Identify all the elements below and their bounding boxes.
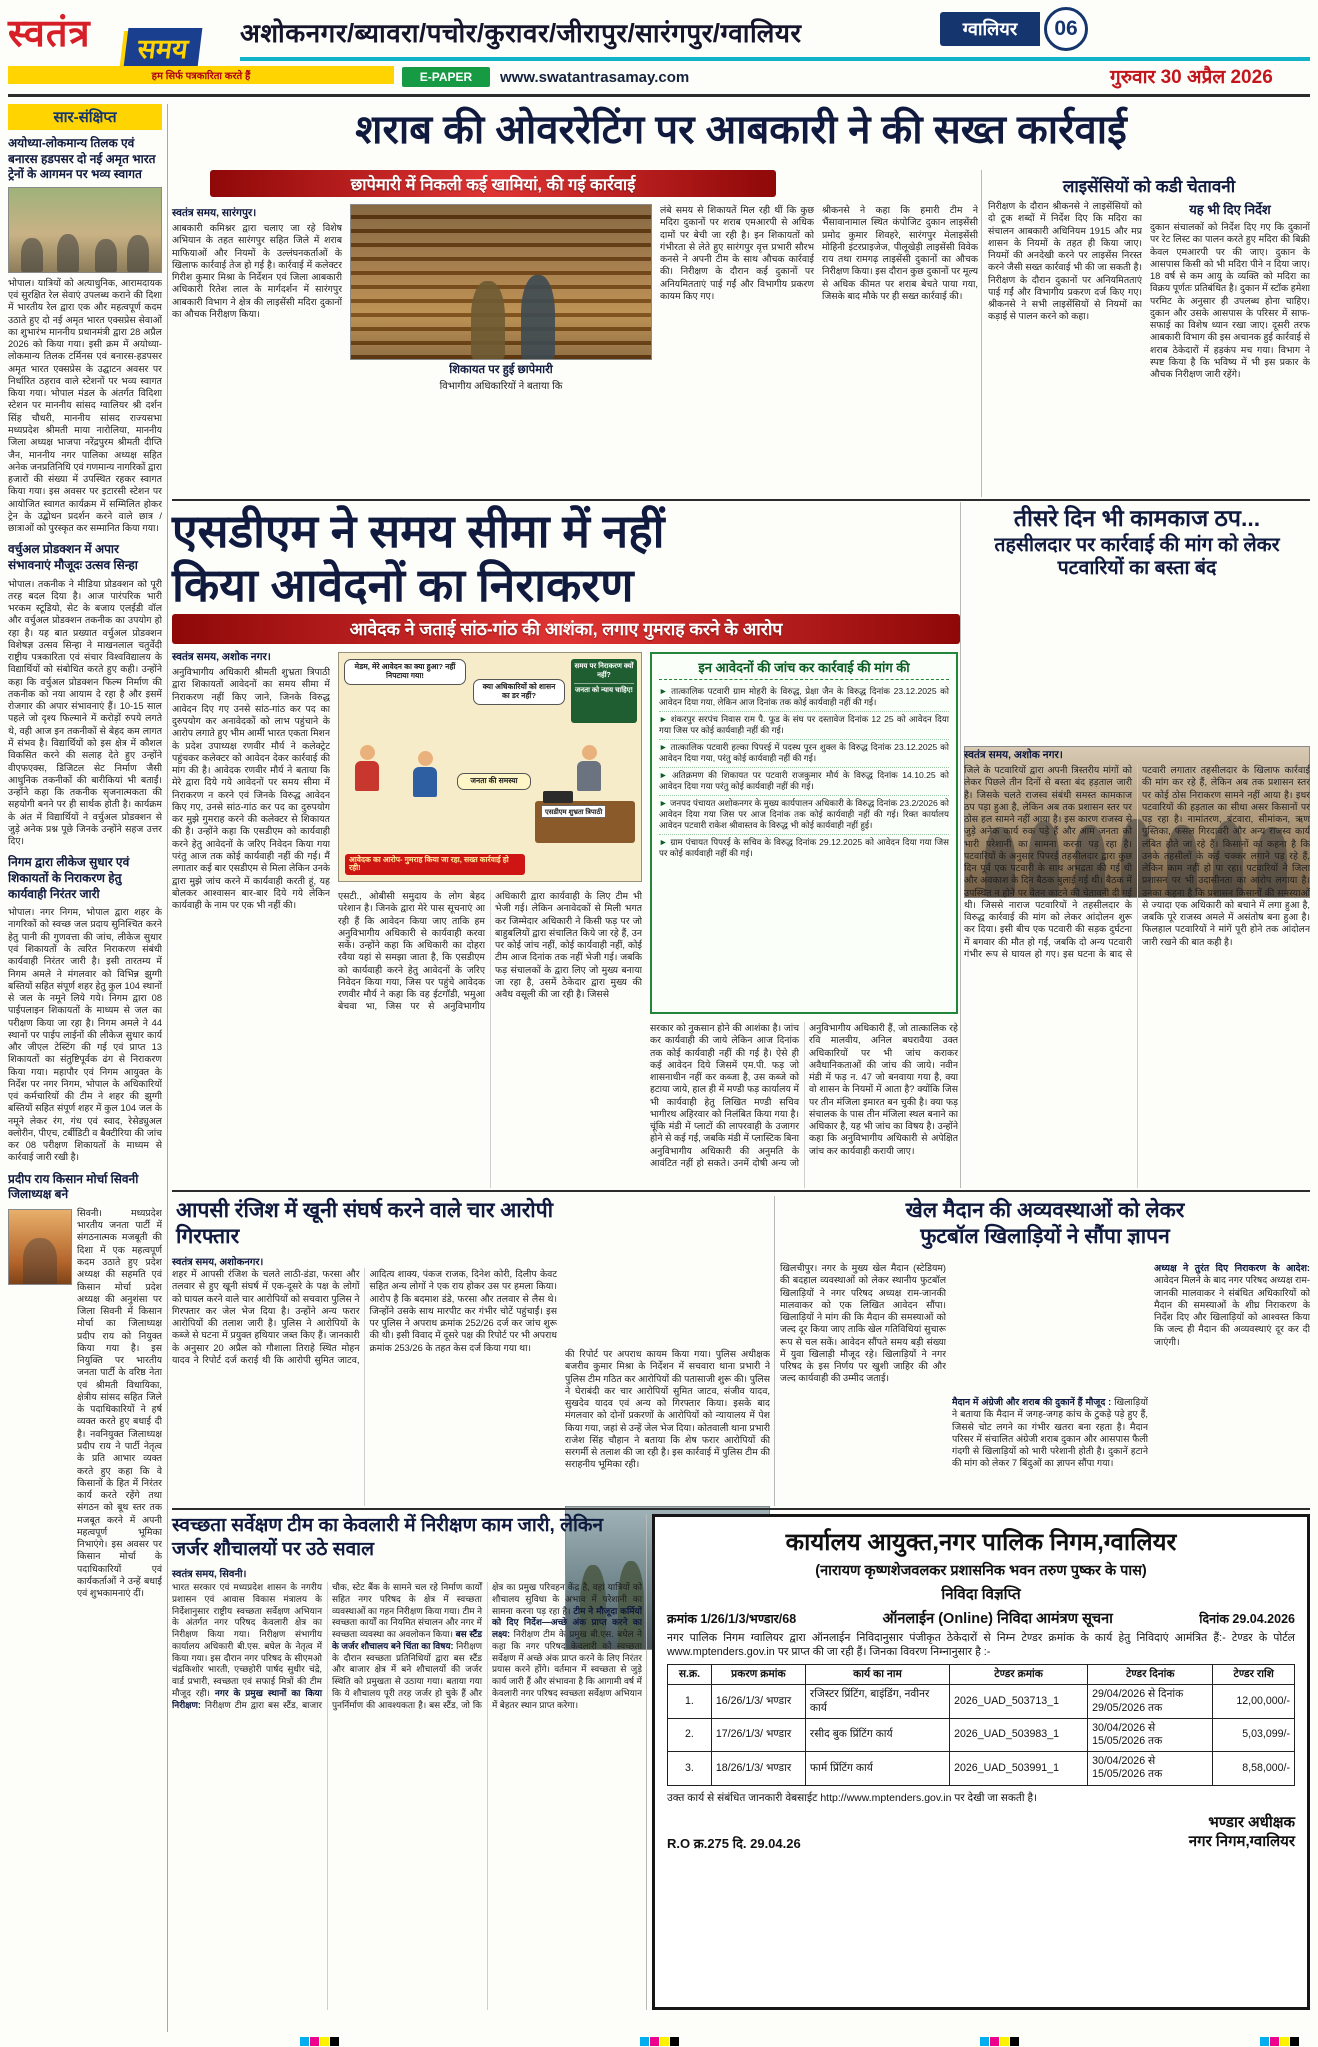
tender-notice-box xyxy=(652,1514,1310,2010)
sdm-col3-text: सरकार को नुकसान होने की आशंका है। जांच कर कार्यवाही की जाये लेकिन आज दिनांक तक कोई कार्यवाही नहीं की गई है। ऐसे ही कई आवेदन दिये जिसमें एम.पी. फड़ जो शासनाधीन नहीं कर कब्जा है, उस कब्जे को हटाया जाये, हाल ही में मण्डी फड़ कार्यालय में भी कार्यवाही हेतु लिखित मण्डी सचिव भागीरथ अहिरवार को निलंबित किया गया है। चूंकि मंडी में प्लाटों की लापरवाही के उजागर होने से कई गई, जबकि मंडी में प्लास्टिक बिना अनुविभागीय अधिकारी की अनुमति के आवंटित नहीं हो सकते। उनमें दोषी अन्य जो अनुविभागीय अधिकारी हैं, जो तात्कालिक रहे रवि मालवीय, अनिल बघरावैया उक्त अधिकारियों पर भी जांच कराकर अवैधानिकताओं की जांच की जाये। नवीन मंडी में फड़ xyxy=(650,1023,958,1168)
tender-sign-line1: भण्डार अधीक्षक xyxy=(1208,1813,1295,1831)
section-divider xyxy=(172,1508,1310,1510)
cartoon-board-line: समय पर निराकरण क्यों नहीं? xyxy=(574,663,634,679)
tender-cell: 30/04/2026 से 15/05/2026 तक xyxy=(1088,1718,1213,1751)
tender-table-row xyxy=(668,1718,1295,1751)
column-rule xyxy=(774,1196,775,1506)
tender-cell: 30/04/2026 से 15/05/2026 तक xyxy=(1088,1752,1213,1785)
swachhta-subhead2: बस स्टैंड के जर्जर शौचालय बने चिंता का विषय: xyxy=(332,1629,482,1651)
masthead-rule xyxy=(8,94,1310,97)
arrest-col3: की रिपोर्ट पर अपराध कायम किया गया। पुलिस अधीक्षक बजरीव कुमार मिश्रा के निर्देशन में सचवारा थाना प्रभारी ने पुलिस टीम गठित कर आरोपियों की पतासाजी शुरू की। पुलिस ने घेराबंदी कर चार आरोपियों सुमित जाटव, संजीव यादव, सुखदेव यादव एवं अन्य को गिरफ्तार किया। इसके बाद मंगलवार को दोनों प्रकरणों के आरोपियों को न्यायालय में पेश किया गया, जहां से उन्हें जेल भेज दिया। कोतवाली थाना प्रभारी राजेश सिंह चौहान ने बताया कि शेष फरार आरोपियों की सरगर्मी से तलाश की जा रही है। इस कार्रवाई में पुलिस टीम की सराहनीय भूमिका रही। xyxy=(565,1349,770,1470)
edition-date: गुरुवार 30 अप्रैल 2026 xyxy=(1110,67,1273,88)
cmyk-registration-marks xyxy=(300,2033,340,2047)
cartoon-nameplate: एसडीएम शुभ्रता त्रिपाठी xyxy=(541,805,606,818)
tender-signature xyxy=(1189,1813,1295,1852)
demand-item: ► ग्राम पंचायत पिपरई के सचिव के विरुद्ध दिनांक 29.12.2025 को आवेदन दिया गया जिस पर कोई कार्यवाही नहीं की गई। xyxy=(659,837,949,859)
sidebar-briefs-column xyxy=(8,104,168,2032)
cartoon-officer-figure xyxy=(577,745,601,791)
demand-item-text: तात्कालिक पटवारी हल्का पिपरई में पदस्थ पूरन शुक्ल के विरुद्ध दिनांक 23.12.2025 को आवेदन दिया गया, परंतु कोई कार्यवाही नहीं की गई। xyxy=(659,742,950,764)
tender-office-subtitle: (नारायण कृष्णशेजवलकर प्रशासनिक भवन तरुण पुष्कर के पास) xyxy=(815,1563,1147,1579)
tender-cell: 18/26/1/3/ भण्डार xyxy=(711,1752,805,1785)
tender-cell: 1. xyxy=(668,1685,712,1718)
liquor-article-col2: लंबे समय से शिकायतें मिल रही थीं कि कुछ मदिरा दुकानों पर शराब एमआरपी से अधिक दामों पर बेची जा रही है। इन शिकायतों को गंभीरता से लेते हुए सारंगपुर वृत्त प्रभारी सौरभ कनसे ने अपनी टीम के साथ औचक कार्रवाई की। निरीक्षण के दौरान कई दुकानों पर अनियमितताएं पाई गईं और विभागीय प्रकरण कायम किए गए। xyxy=(660,205,814,301)
sdm-cartoon-illustration xyxy=(338,652,642,882)
sports-subbody3: आवेदन मिलने के बाद नगर परिषद अध्यक्ष राम-जानकी मालवाकर ने संबंधित अधिकारियों को मैदान की समस्याओं के शीघ्र निराकरण के निर्देश दिए और खिलाड़ियों को आश्वस्त किया कि जल्द ही मैदान की अव्यवस्थाएं दूर कर दी जाएंगी। xyxy=(1154,1275,1310,1347)
liquor-photo-subcaption: विभागीय अधिकारियों ने बताया कि xyxy=(439,381,563,392)
swachhta-byline: स्वतंत्र समय, सिवनी। xyxy=(172,1569,247,1580)
tender-cell: 3. xyxy=(668,1752,712,1785)
sdm-byline: स्वतंत्र समय, अशोक नगर। xyxy=(172,651,271,663)
liquor-photo-caption: शिकायत पर हुई छापेमारी xyxy=(449,364,553,376)
tender-header-cell: टेण्डर राशि xyxy=(1213,1665,1295,1685)
tender-heading: निविदा विज्ञप्ति xyxy=(941,1586,1021,1603)
sdm-col3-col4 xyxy=(650,1022,958,1188)
cmyk-registration-marks xyxy=(980,2033,1020,2047)
tender-intro: नगर पालिक निगम ग्वालियर द्वारा ऑनलाईन निविदानुसार पंजीकृत ठेकेदारों से निम्न टेण्डर क्रमांक के कार्य हेतु निविदाएं आमंत्रित हैं:- टेण्डर के पोर्टल www.mptenders.gov.in पर प्राप्त की जा रही हैं। जिनका विवरण निम्नानुसार है :- xyxy=(667,1632,1295,1659)
tender-cell: 16/26/1/3/ भण्डार xyxy=(711,1685,805,1718)
sidebar-story-kisan-morcha xyxy=(8,1172,162,1600)
sports-subhead2: मैदान में अंग्रेजी और शराब की दुकानें हैं मौजूद : xyxy=(952,1397,1112,1407)
swachhta-subbody1: निरीक्षण टीम द्वारा बस स्टैंड, बाजार चौक, स्टेट बैंक के सामने चल रहे निर्माण कार्यों सहित नगर परिषद के क्षेत्र में स्वच्छता व्यवस्थाओं का गहन निरीक्षण किया गया। टीम ने स्वच्छता कार्यों का नियमित संचालन और नगर में स्वच्छता व्यवस्था का अवलोकन किया। xyxy=(204,1582,482,1710)
swachhta-col1-text: भारत सरकार एवं मध्यप्रदेश शासन के नगरीय प्रशासन एवं आवास विकास मंत्रालय के निर्देशानुसार राष्ट्रीय स्वच्छता सर्वेक्षण अभियान के अंतर्गत नगर परिषद केवलारी क्षेत्र का निरीक्षण किया गया। निरीक्षण संभागीय कार्यालय अधिकारी बी.एस. बघेल के नेतृत्व में किया गया। इस दौरान नगर परिषद के सीएमओ चंद्रकिशोर भारती, एच्छहोरी पार्षद सुधीर चंद्रे, वार्ड प्रभारी, स्वच्छता एवं सफाई मित्रों की टीम मौजूद रही। xyxy=(172,1582,322,1698)
sdm-col2-text: एसटी., ओबीसी समुदाय के लोग बेहद परेशान है। जिनके द्वारा मेरे पास सूचनाएं आ रही हैं कि आवेदन किया जाए ताकि हम अनुविभागीय अधिकारी से कार्यवाही करवा सकें। उन्होंने कहा कि अधिकारी का दोहरा रवैया यहां से समझा जाता है, कि एसडीएम को कार्यवाही करने हेतु आवेदनों के जरिए निवेदन किया गया, जिस पर पहुंचे आवेदक रणवीर मौर्य ने कहा कि वह ईटगॉडी, भमुआ बेचवा भा, जिस पर से अनुविभागीय अधिकारी द्वारा कार्यवाही के लिए टीम भी भेजी गई। लेकिन अनावेदकों से मिली भगत कर जिम्मेदार अधिकारी ने किसी फड़ पर जो बाहुबलियों द्वारा संचालित किये जा रहे हैं, उन पर कोई जांच नहीं, कोई कार्यवाही नहीं, कोई टीम आज दिनांक तक नहीं भेजी गई। जबकि फड़ संचालकों के द्वारा लिए जो मुख्य बनाया जा रहा है, उसमें ठेकेदार द्वारा मुख्य की अवैध वसूली की जा रही है। जिससे xyxy=(338,891,642,1012)
train-welcome-photo xyxy=(8,187,162,273)
edition-ribbon: ग्वालियर xyxy=(940,12,1040,46)
tender-cell: फार्म प्रिंटिंग कार्य xyxy=(805,1752,949,1785)
cmyk-registration-marks xyxy=(1260,2033,1300,2047)
patwari-headline-line2: तहसीलदार पर कार्रवाई की मांग को लेकर पटवारियों का बस्ता बंद xyxy=(994,534,1280,580)
liquor-article-col3: श्रीकनसे ने कहा कि हमारी टीम ने भैंसावानामाल स्थित कंपोजिट दुकान लाइसेंसी प्रमोद कुमार शिवहरे, सारंगपुर मेलाइसेंसी मोहिनी इंटरप्राइजेज, पीलूखेड़ी लाइसेंसी विवेक राय तथा रामगढ़ लाइसेंसी दुकानों का औचक निरीक्षण किया। इस दौरान कुछ दुकानों पर मूल्य से अधिक कीमत पर शराब बेचते पाया गया, जिसके बाद मौके पर ही सख्त कार्रवाई की। xyxy=(822,205,978,301)
arrest-col2-text: जिन्होंने उसके साथ मारपीट कर गंभीर चोटें पहुंचाईं। इस पर पुलिस ने अपराध क्रमांक 252/26 दर्ज कर जांच शुरू की थी। इसी विवाद में दूसरे पक्ष की रिपोर्ट पर भी अपराध क्रमांक 253/26 के तहत केस दर्ज किया गया था। xyxy=(369,1305,557,1353)
patwari-col1-text: जिले के पटवारियों द्वारा अपनी त्रिस्तरीय मांगों को लेकर पिछले तीन दिनों से बस्ता बंद हड़ताल जारी है। जिसके चलते राजस्व संबंधी समस्त कामकाज ठप पड़ा हुआ है, लेकिन अब तक प्रशासन स्तर पर ठोस हल सामने नहीं आया है। इस कारण राजस्व से जुड़े अनेक कार्य रुक पड़े हैं और आम जनता को भारी परेशानी का सामना करना पड़ रहा है। पटवारियों के अनुसार पिपरई तहसीलदार द्वारा कुछ दिन पूर्व एक पटवारी के साथ अभद्रता की गई थी और अवकाश के दिन बैठक बुलाई गई थी। बैठक में उपस्थित न होने पर वेतन काटने की चेतावनी दी गई थी। जिससे नाराज पटवारियों ने तहसीलदार के विरुद्ध कार्रवाई की मांग को लेकर आंदोलन शुरू कर दिया। इसी बीच एक पटवारी की सड़क दुर्घटना में xyxy=(964,765,1132,947)
cartoon-ribbon: आवेदक का आरोप- गुमराह किया जा रहा, सख्त कार्रवाई हो रही! xyxy=(345,854,525,875)
demand-item: ► जनपद पंचायत अशोकनगर के मुख्य कार्यपालन अधिकारी के विरुद्ध दिनांक 23.2/2026 को आवेदन दिया गया जिस पर आज दिनांक तक कोई कार्यवाही नहीं की गई। रिक्त कार्यालय आवेदन पटवारी राकेश श्रीवास्तव के विरुद्ध भी कोई कार्यवाही नहीं हुई। xyxy=(659,796,949,835)
sidebar-story-nigam-leakage xyxy=(8,855,162,1163)
cartoon-speech-bubble: क्या अधिकारियों को शासन का डर नहीं? xyxy=(473,679,565,705)
tender-online-heading: ऑनलाईन (Online) निविदा आमंत्रण सूचना xyxy=(882,1611,1113,1627)
sports-headline-line2: फुटबॉल खिलाड़ियों ने सौंपा ज्ञापन xyxy=(920,1225,1170,1248)
tender-date: दिनांक 29.04.2026 xyxy=(1199,1611,1295,1626)
sports-col3 xyxy=(1154,1262,1310,1506)
tender-header-cell: कार्य का नाम xyxy=(805,1665,949,1685)
masthead-cyan-rule xyxy=(240,57,1310,61)
arrest-byline: स्वतंत्र समय, अशोकनगर। xyxy=(172,1257,264,1268)
tender-ro-line: R.O क्र.275 दि. 29.04.26 xyxy=(667,1835,801,1851)
sports-col1: खिलचीपुर। नगर के मुख्य खेल मैदान (स्टेडियम) की बदहाल व्यवस्थाओं को लेकर स्थानीय फुटबॉल खिलाड़ियों ने नगर परिषद अध्यक्ष राम-जानकी मालवाकर को एक लिखित आवेदन सौंपा। खिलाड़ियों ने मांग की कि मैदान की समस्याओं को जल्द दूर किया जाए ताकि खेल गतिविधियां सुचारू रूप से चल सकें। आवेदन सौंपते समय बड़ी संख्या में युवा खिलाड़ी मौजूद रहे। खिलाड़ियों ने नगर परिषद के इस निर्णय पर खुशी जाहिर की और जल्द कार्यवाही की उम्मीद जताई। xyxy=(780,1263,946,1384)
sidebar-story-headline: वर्चुअल प्रोडक्शन में अपार संभावनाएं मौजूदः उत्सव सिन्हा xyxy=(8,542,138,572)
sdm-demand-box xyxy=(650,652,958,1014)
sdm-subhead: आवेदक ने जताई सांठ-गांठ की आशंका, लगाए गुमराह करने के आरोप xyxy=(172,614,960,644)
website-link[interactable]: www.swatantrasamay.com xyxy=(500,69,690,86)
swachhta-subhead1: नगर के प्रमुख स्थानों का किया निरीक्षण: xyxy=(172,1687,322,1710)
column-rule xyxy=(646,1514,647,2010)
patwari-col2-text: बगवार की मौत हो गई, जबकि दो अन्य पटवारी गंभीर रूप से घायल हो गए। इस घटना के बाद से पटवारी लगातार तहसीलदार के खिलाफ कार्रवाई की मांग कर रहे हैं, लेकिन अब तक प्रशासन स्तर पर कोई ठोस निराकरण सामने नहीं आया है। इधर पटवारियों की हड़ताल का सीधा असर किसानों पर पड़ रहा है। नामांतरण, बंटवारा, सीमांकन, ऋण पुस्तिका, फसल गिरदावरी और अन्य राजस्व कार्य लंबित होते जा रहे हैं। किसानों का कहना है कि उनके तहसीलों के कई चक्कर लगाने पड़ रहे हैं, लेकिन काम नहीं हो पा रहा। पटवारियों ने जिला प्रशासन पर भी उदासीनता का आरोप लगाया है। उनका कहना है कि प्रशासन किसानों की समस्याओं से ज्यादा एक अधिकारी को बचाने में लगा हुआ है, जबकि पूरे राजस्व अमले में असंतोष बना हुआ है। फिलहाल पटवारियों ने मांगें पूरी होने तक आंदोलन जारी रखने की बात कही है। xyxy=(964,765,1310,959)
masthead-locations: अशोकनगर/ब्यावरा/पचोर/कुरावर/जीरापुर/सारंगपुर/ग्वालियर xyxy=(240,18,802,48)
tender-table-header-row xyxy=(668,1665,1295,1685)
tender-footer-note: उक्त कार्य से संबंधित जानकारी वेबसाईट http://www.mptenders.gov.in पर देखी जा सकती है। xyxy=(667,1791,1038,1804)
sdm-col4-text: न. 47 जो बनवाया गया है, क्या वो शासन के नियमों में आता है? क्योंकि जिस पर तीन मंजिला इमारत बन चुकी है। क्या फड़ संचालक के पास तीन मंजिला स्थल बनाने का अधिकार है, यह भी जांच का विषय है। उन्होंने कहा कि अनुविभागीय अधिकारी से अपेक्षित जांच कर कार्यवाही करायी जाए। xyxy=(809,1072,958,1156)
tender-table-row xyxy=(668,1685,1295,1718)
liquor-article-subhead: छापेमारी में निकली कई खामियां, की गई कार्रवाई xyxy=(210,170,776,197)
sidebar-story-headline: प्रदीप राय किसान मोर्चा सिवनी जिलाध्यक्ष बने xyxy=(8,1171,139,1202)
cartoon-citizen-figure xyxy=(413,751,437,797)
liquor-article-headline: शराब की ओवररेटिंग पर आबकारी ने की सख्त कार्रवाई xyxy=(355,108,1127,152)
tender-table-row xyxy=(668,1752,1295,1785)
patwari-headline-line1: तीसरे दिन भी कामकाज ठप... xyxy=(1013,505,1261,531)
demand-item: ► अतिक्रमण की शिकायत पर पटवारी राजकुमार मौर्य के विरुद्ध दिनांक 14.10.25 को आवेदन दिया गया परंतु कोई कार्यवाही नहीं की गई। xyxy=(659,768,949,796)
epaper-badge[interactable]: E-PAPER xyxy=(402,67,490,87)
tender-header-cell: टेण्डर क्रमांक xyxy=(950,1665,1088,1685)
logo-text-bottom: समय xyxy=(124,28,203,67)
sports-subbody2: खिलाड़ियों ने बताया कि मैदान में जगह-जगह कांच के टुकड़े पड़े हुए हैं, जिससे चोट लगने का गंभीर खतरा बना रहता है। मैदान परिसर में संचालित अंग्रेजी शराब दुकान और आसपास फैली गंदगी से खिलाड़ियों को भारी परेशानी होती है। दुकानें हटाने की मांग को लेकर 7 बिंदुओं का ज्ञापन सौंपा गया। xyxy=(952,1397,1148,1469)
warning-box-subhead: यह भी दिए निर्देश xyxy=(1189,202,1271,217)
pradeep-rai-portrait-photo xyxy=(8,1209,72,1285)
tender-cell: 5,03,099/- xyxy=(1213,1718,1295,1751)
tender-header-cell: टेण्डर दिनांक xyxy=(1088,1665,1213,1685)
warning-box-subbody: दुकान संचालकों को निर्देश दिए गए कि दुकानों पर रेट लिस्ट का पालन करते हुए मदिरा की बिक्री केवल एमआरपी पर की जाए। दुकान के आसपास किसी को भी मदिरा पीने न दिया जाए। 18 वर्ष से कम आयु के व्यक्ति को मदिरा का विक्रय पूर्णतः प्रतिबंधित है। दुकान में स्टॉक हमेशा परमिट के अनुसार ही उपलब्ध होना चाहिए। दुकान और उसके आसपास के परिसर में साफ-सफाई का विशेष ध्यान रखा जाए। दूसरी तरफ आबकारी विभाग की इस अचानक हुई कार्रवाई से शराब ठेकेदारों में हड़कंप मच गया। विभाग ने स्पष्ट किया है कि भविष्य में भी इस प्रकार के औचक निरीक्षण जारी रहेंगे। xyxy=(1150,222,1310,380)
newspaper-logo xyxy=(8,6,234,64)
section-divider xyxy=(172,499,1310,501)
tender-office-title: कार्यालय आयुक्त,नगर पालिक निगम,ग्वालियर xyxy=(785,1529,1177,1556)
tender-sign-line2: नगर निगम,ग्वालियर xyxy=(1188,1833,1295,1851)
demand-item-text: अतिक्रमण की शिकायत पर पटवारी राजकुमार मौर्य के विरुद्ध दिनांक 14.10.25 को आवेदन दिया गया परंतु कोई कार्यवाही नहीं की गई। xyxy=(659,770,949,792)
cmyk-registration-marks xyxy=(640,2033,680,2047)
sidebar-story-body: सिवनी। मध्यप्रदेश भारतीय जनता पार्टी में संगठनात्मक मजबूती की दिशा में एक महत्वपूर्ण कदम उठाते हुए प्रदेश अध्यक्ष की सहमति एवं किसान मोर्चा प्रदेश अध्यक्ष की अनुशंसा पर जिला सिवनी में किसान मोर्चा का जिलाध्यक्ष प्रदीप राय को नियुक्त किया गया है। इस नियुक्ति पर भारतीय जनता पार्टी के वरिष्ठ नेता एवं श्रीमती विधायिका, क्षेत्रीय सांसद सहित जिले के पदाधिकारियों ने हर्ष व्यक्त करते हुए बधाई दी है। नवनियुक्त जिलाध्यक्ष प्रदीप राय ने पार्टी नेतृत्व के प्रति आभार व्यक्त करते हुए कहा कि वे किसानों के हित में निरंतर कार्य करते रहेंगे तथा संगठन को बूथ स्तर तक मजबूत करने में अपनी महत्वपूर्ण भूमिका निभाएंगे। इस अवसर पर किसान मोर्चा के पदाधिकारियों एवं कार्यकर्ताओं ने उन्हें बधाई एवं शुभकामनाएं दीं। xyxy=(77,1207,162,1599)
sidebar-story-headline: निगम द्वारा लीकेज सुधार एवं शिकायतों के निराकरण हेतु कार्यवाही निरंतर जारी xyxy=(8,855,130,901)
tender-header-cell: प्रकरण क्रमांक xyxy=(711,1665,805,1685)
tender-cell: 29/04/2026 से दिनांक 29/05/2026 तक xyxy=(1088,1685,1213,1718)
sidebar-story-headline: अयोध्या-लोकमान्य तिलक एवं बनारस हडपसर दो नई अमृत भारत ट्रेनों के आगमन पर भव्य स्वागत xyxy=(8,136,156,182)
logo-tagline: हम सिर्फ पत्रकारिता करते हैं xyxy=(8,66,394,84)
tender-cell: 2026_UAD_503713_1 xyxy=(950,1685,1088,1718)
warning-box-headline: लाइसेंसियों को कडी चेतावनी xyxy=(1062,177,1236,196)
tender-cell: रजिस्टर प्रिंटिंग, बाइंडिंग, नवीनर कार्य xyxy=(805,1685,949,1718)
patwari-body-columns xyxy=(964,764,1310,1188)
liquor-raid-photo xyxy=(350,204,652,360)
demand-item: ► तात्कालिक पटवारी ग्राम मोहरी के विरुद्ध, प्रेक्षा जैन के विरुद्ध दिनांक 23.12.2025 को आवेदन दिया गया, लेकिन आज दिनांक तक कोई कार्यवाही नहीं की गई। xyxy=(659,684,949,712)
logo-text-top: स्वतंत्र xyxy=(8,13,91,55)
swachhta-headline: स्वच्छता सर्वेक्षण टीम का केवलारी में निरीक्षण काम जारी, लेकिन जर्जर शौचालयों पर उठे सवाल xyxy=(172,1515,604,1560)
tender-cell: 8,58,000/- xyxy=(1213,1752,1295,1785)
demand-item-text: शंकरपुर सरपंच निवास राम पै. फूड के संघ पर दस्तावेज दिनांक 12 25 को आवेदन दिया गया जिस पर कोई कार्यवाही नहीं की गई। xyxy=(659,714,949,736)
sdm-headline-line1: एसडीएम ने समय सीमा में नहीं xyxy=(172,505,665,557)
cartoon-protest-board xyxy=(571,659,637,723)
sports-underphoto-text xyxy=(952,1396,1148,1506)
demand-box-headline: इन आवेदनों की जांच कर कार्रवाई की मांग की xyxy=(659,660,949,680)
sdm-headline-line2: किया आवेदनों का निराकरण xyxy=(172,559,634,611)
section-divider xyxy=(172,1190,1310,1192)
cartoon-tag: जनता की समस्या xyxy=(457,773,531,790)
arrest-headline: आपसी रंजिश में खूनी संघर्ष करने वाले चार आरोपी गिरफ्तार xyxy=(176,1199,554,1249)
demand-item: ► तात्कालिक पटवारी हल्का पिपरई में पदस्थ पूरन शुक्ल के विरुद्ध दिनांक 23.12.2025 को आवेदन दिया गया, परंतु कोई कार्यवाही नहीं की गई। xyxy=(659,740,949,768)
tender-header-cell: स.क्र. xyxy=(668,1665,712,1685)
warning-box-body: निरीक्षण के दौरान श्रीकनसे ने लाइसेंसियों को दो टूक शब्दों में निर्देश दिए कि मदिरा का संचालन आबकारी अधिनियम 1915 और मप्र शासन के नियमों के तहत ही किया जाए। नियमों की अनदेखी करने पर लाइसेंस निरस्त करने जैसी सख्त कार्रवाई भी की जा सकती है। निरीक्षण के दौरान दुकानों पर अनियमितताएं पाई गईं और विभागीय प्रकरण दर्ज किए गए। श्रीकनसे ने सभी लाइसेंसियों से नियमों का कड़ाई से पालन करने को कहा। xyxy=(988,201,1142,322)
sports-subhead3: अध्यक्ष ने तुरंत दिए निराकरण के आदेश: xyxy=(1154,1263,1310,1273)
swachhta-subhead3: टीम ने मौजूदा कर्मियों को दिए निर्देश—अच्छे अंक प्राप्त करने का लक्ष्य: xyxy=(492,1605,642,1639)
tender-cell: 2. xyxy=(668,1718,712,1751)
tender-table xyxy=(667,1664,1295,1786)
warning-box-directions xyxy=(1150,200,1310,496)
sports-headline-line1: खेल मैदान की अव्यवस्थाओं को लेकर xyxy=(905,1199,1185,1222)
cartoon-laptop xyxy=(543,791,573,803)
sidebar-story-body: भोपाल। तकनीक ने मीडिया प्रोडक्शन को पूरी तरह बदल दिया है। आज पारंपरिक भारी भरकम स्टूडियो, सेट के बजाय एलईडी वॉल और वर्चुअल प्रोडक्शन तकनीक का उपयोग हो रहा है। यह बात प्रख्यात वर्चुअल प्रोडक्शन विशेषज्ञ उत्सव सिन्हा ने माखनलाल चतुर्वेदी राष्ट्रीय पत्रकारिता एवं संचार विश्वविद्यालय के विद्यार्थियों को संबोधित करते हुए कही। उन्होंने कहा कि वर्चुअल प्रोडक्शन फिल्म निर्माण की तकनीक को नया आयाम दे रहा है और इसमें रोजगार की अपार संभावनाएं हैं। 10-15 साल पहले जो दृश्य फिल्माने में करोड़ों रुपये लगते थे, वही आज इन तकनीकों से बेहद कम लागत में संभव है। विद्यार्थियों को इस क्षेत्र में कौशल विकसित करने की सलाह देते हुए उन्होंने वीएफएक्स, डिजिटल सेट निर्माण जैसी आधुनिक तकनीकों की बारीकियां भी बताईं। उन्होंने कहा कि तकनीक सृजनात्मकता की सहयोगी बनने पर ही सार्थक होती है। कार्यक्रम के अंत में विद्यार्थियों ने वर्चुअल प्रोडक्शन से जुड़े अनेक प्रश्न पूछे जिनके उन्होंने सहज उत्तर दिए। xyxy=(8,578,162,847)
sidebar-section-header: सार-संक्षिप्त xyxy=(8,104,162,130)
sidebar-story-virtual-production xyxy=(8,542,162,847)
tender-cell: 2026_UAD_503983_1 xyxy=(950,1718,1088,1751)
sdm-col1: अनुविभागीय अधिकारी श्रीमती शुभ्रता त्रिपाठी द्वारा शिकायतों आवेदनों का समय सीमा में निराकरण नहीं किए जाने, जिनके विरुद्ध आवेदन दिए गए उनसे सांठ-गांठ कर पद का दुरुपयोग कर अनावेदकों को लाभ पहुंचाने के आरोप लगाते हुए भीम आर्मी भारत एकता मिशन के प्रदेश उपाध्यक्ष रणवीर मौर्य ने कलेक्ट्रेट पहुंचकर कलेक्टर को आवेदन देकर कार्रवाई की मांग की है। आवेदक रणवीर मौर्य ने बताया कि मेरे द्वारा दिये गये आवेदनों पर समय सीमा में निराकरण न करने एवं जिनके विरुद्ध आवेदन किए गए, उनसे सांठ-गांठ कर पद का दुरुपयोग कर मुझे गुमराह करने की कलेक्टर से शिकायत की है। उन्होंने कहा कि एसडीएम को कार्यवाही करने हेतु आवेदनों के जरिए निवेदन किया गया परंतु आज तक कोई कार्यवाही नहीं की गई। मैं लगातार कई बार एसडीएम से मिला लेकिन उनके द्वारा मुझे जांच करने में कार्यवाही करती हूं, यह बोलकर आश्वासन बार-बार दिये गये लेकिन कार्यवाही के नाम पर एक भी नहीं की। xyxy=(172,667,330,911)
sidebar-story-train xyxy=(8,136,162,534)
swachhta-subbody3: निरीक्षण टीम के प्रमुख बी.एस. बघेल ने कहा कि नगर परिषद केवलारी को स्वच्छता सर्वेक्षण में अच्छे अंक प्राप्त करने के लिए निरंतर प्रयास करने होंगे। वर्तमान में स्वच्छता से जुड़े कार्य जारी हैं और संभावना है कि आगामी वर्ष में केवलारी नगर परिषद स्वच्छता सर्वेक्षण अभियान में बेहतर स्थान प्राप्त करेगा। xyxy=(492,1629,642,1710)
demand-item-text: तात्कालिक पटवारी ग्राम मोहरी के विरुद्ध, प्रेक्षा जैन के विरुद्ध दिनांक 23.12.2025 को आवेदन दिया गया, लेकिन आज दिनांक तक कोई कार्यवाही नहीं की गई। xyxy=(659,686,949,708)
cartoon-board-line: जनता को न्याय चाहिए! xyxy=(574,683,634,695)
tender-cell: 12,00,000/- xyxy=(1213,1685,1295,1718)
sidebar-story-body: भोपाल। यात्रियों को अत्याधुनिक, आरामदायक एवं सुरक्षित रेल सेवाएं उपलब्ध कराने की दिशा में भारतीय रेल द्वारा एक और महत्वपूर्ण कदम उठाते हुए दो नई अमृत भारत एक्सप्रेस सेवाओं का शुभारंभ माननीय प्रधानमंत्री द्वारा 28 अप्रैल 2026 को किया गया। इसी क्रम में अयोध्या-लोकमान्य तिलक टर्मिनस एवं बनारस-हडपसर अमृत भारत एक्सप्रेस के उद्घाटन अवसर पर निर्धारित ठहराव वाले स्टेशनों पर भव्य स्वागत किया गया। भोपाल मंडल के अंतर्गत विदिशा स्टेशन पर माननीय सांसद ग्वालियर श्री दर्शन सिंह चौधरी, माननीय सांसद राज्यसभा मध्यप्रदेश श्रीमती माया नारोलिया, माननीय जिला अध्यक्ष भाजपा नरेंद्रपुरम श्रीमती दीप्ति जैन, माननीय नगर पालिका अध्यक्ष सहित अनेक जनप्रतिनिधि एवं गणमान्य नागरिकों द्वारा हजारों की संख्या में उपस्थित रहकर स्वागत किया गया। इस अवसर पर इटारसी स्टेशन पर आयोजित स्वागत कार्यक्रम में सम्मिलित होकर ट्रेन के उद्बोधन प्रदर्शन करने वाले छात्र / छात्राओं को पुरस्कृत कर सम्मानित किया गया। xyxy=(8,277,162,534)
sdm-col2 xyxy=(338,890,642,1188)
cartoon-speech-bubble: मेडम, मेरे आवेदन का क्या हुआ? नहीं निपटाया गया! xyxy=(344,659,466,685)
tender-ref-no: क्रमांक 1/26/1/3/भण्डार/68 xyxy=(667,1611,797,1626)
cartoon-complainant-figure xyxy=(355,745,379,791)
tender-cell: 17/26/1/3/ भण्डार xyxy=(711,1718,805,1751)
patwari-byline: स्वतंत्र समय, अशोक नगर। xyxy=(964,749,1063,761)
swachhta-body-columns xyxy=(172,1582,642,2010)
sidebar-story-body: भोपाल। नगर निगम, भोपाल द्वारा शहर के नागरिकों को स्वच्छ जल प्रदाय सुनिश्चित करने हेतु पानी की गुणवत्ता की जांच, लीकेज सुधार एवं शिकायतों के त्वरित निराकरण संबंधी कार्यवाही निरंतर जारी है। इसी तारतम्य में निगम अमले ने मंगलवार को विभिन्न झुग्गी बस्तियों सहित संपूर्ण शहर हेतु कुल 104 स्थानों से जल के नमूने लिये गये। निगम द्वारा 08 पाईपलाइन शिकायतों के माध्यम से जल का परीक्षण किया जा रहा है। निगम अमले ने 44 स्थानों पर पाईप लाईनों की लीकेज सुधार कार्य और जीएल टेस्टिंग की गई एवं प्राप्त 13 शिकायतों का संतुष्टिपूर्वक ढंग से निराकरण किया गया। महापौर एवं निगम आयुक्त के निर्देश पर नगर निगम, भोपाल के अधिकारियों एवं कर्मचारियों की टीम ने शहर की झुग्गी बस्तियों सहित संपूर्ण शहर में कुल 104 जल के नमूने लेकर रंग, गंध एवं स्वाद, रेसेड्युअल क्लोरीन, पीएच, टर्बीडिटी व बैक्टीरिया की जांच कर 08 परीक्षण शिकायतों के माध्यम से कार्रवाई जारी रखी है। xyxy=(8,907,162,1163)
liquor-article-col1: आबकारी कमिश्नर द्वारा चलाए जा रहे विशेष अभियान के तहत सारंगपुर सहित जिले में शराब माफियाओं और नियमों के उल्लंघनकर्ताओं के खिलाफ कार्रवाई तेज हो गई है। कार्रवाई में कलेक्टर गिरीश कुमार मिश्रा के निर्देशन एवं जिला आबकारी अधिकारी रितेश लाल के मार्गदर्शन में सारंगपुर आबकारी विभाग ने क्षेत्र की लाइसेंसी मदिरा दुकानों का औचक निरीक्षण किया। xyxy=(172,223,342,319)
arrest-col1-text: शहर में आपसी रंजिश के चलते लाठी-डंडा, फरसा और तलवार से हुए खूनी संघर्ष में एक-दूसरे के पक्ष के लोगों को घायल करने वाले चार आरोपियों को सचवारा पुलिस ने गिरफ्तार कर जेल भेज दिया है। उन्होंने अन्य फरार आरोपियों की तलाश जारी है। पुलिस ने आरोपियों के कब्जे से घटना में प्रयुक्त हथियार जब्त किए हैं। जानकारी के अनुसार 20 अप्रैल को गौशाला तिराहे स्थित मोहन यादव ने रिपोर्ट दर्ज कराई थी कि आरोपी सुमित जाटव, आदित्य शाक्य, पंकज राजक, दिनेश कोरी, दिलीप केवट सहित अन्य लोगों ने एक राय होकर उस पर हमला किया। आरोप है कि बदमाश डंडे, फरसा और तलवार से लैस थे। xyxy=(172,1269,557,1365)
tender-cell: 2026_UAD_503991_1 xyxy=(950,1752,1088,1785)
demand-item-text: ग्राम पंचायत पिपरई के सचिव के विरुद्ध दिनांक 29.12.2025 को आवेदन दिया गया जिस पर कोई कार्यवाही नहीं की गई। xyxy=(659,837,949,859)
page-number-badge: 06 xyxy=(1044,7,1088,51)
column-rule xyxy=(960,502,961,1188)
column-rule xyxy=(981,170,982,497)
arrest-body-columns xyxy=(172,1268,557,1506)
swachhta-subbody2: निरीक्षण के दौरान स्वच्छता प्रतिनिधियों द्वारा बस स्टैंड और बाजार क्षेत्र में बने शौचालयों की जर्जर स्थिति को प्रमुखता से उठाया गया। बताया गया कि ये शौचालय पूरी तरह जर्जर हो चुके हैं और पुनर्निर्माण की आवश्यकता है। बस स्टैंड, जो कि क्षेत्र का प्रमुख परिवहन केंद्र है, वहां यात्रियों को शौचालय सुविधा के अभाव में परेशानी का सामना करना पड़ रहा है। xyxy=(332,1582,642,1710)
liquor-article-byline: स्वतंत्र समय, सारंगपुर। xyxy=(172,207,257,219)
demand-item-text: जनपद पंचायत अशोकनगर के मुख्य कार्यपालन अधिकारी के विरुद्ध दिनांक 23.2/2026 को आवेदन दिया गया जिस पर आज दिनांक तक कोई कार्यवाही नहीं की गई। रिक्त कार्यालय आवेदन पटवारी राकेश श्रीवास्तव के विरुद्ध भी कोई कार्यवाही नहीं हुई। xyxy=(659,798,950,831)
demand-item: ► शंकरपुर सरपंच निवास राम पै. फूड के संघ पर दस्तावेज दिनांक 12 25 को आवेदन दिया गया जिस पर कोई कार्यवाही नहीं की गई। xyxy=(659,712,949,740)
tender-cell: रसीद बुक प्रिंटिंग कार्य xyxy=(805,1718,949,1751)
